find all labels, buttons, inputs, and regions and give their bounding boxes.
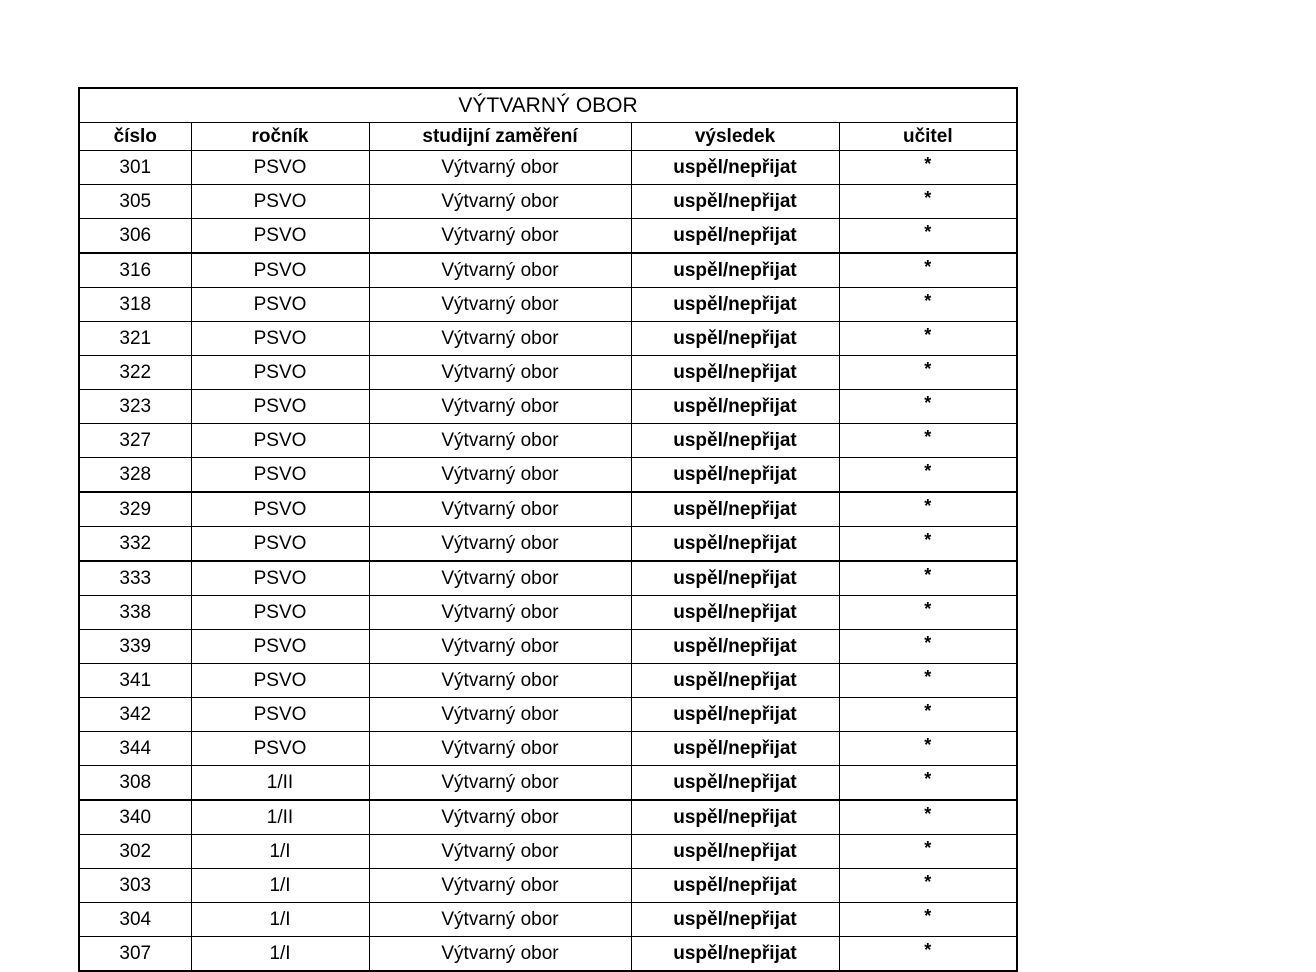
cell-vysledek: uspěl/nepřijat (631, 288, 839, 322)
cell-zamereni: Výtvarný obor (369, 322, 631, 356)
cell-zamereni: Výtvarný obor (369, 596, 631, 630)
cell-cislo: 327 (79, 424, 191, 458)
cell-ucitel: * (839, 664, 1017, 698)
cell-cislo: 306 (79, 219, 191, 254)
cell-zamereni: Výtvarný obor (369, 903, 631, 937)
table-row (79, 322, 1017, 356)
cell-ucitel: * (839, 219, 1017, 254)
cell-vysledek: uspěl/nepřijat (631, 630, 839, 664)
cell-ucitel: * (839, 185, 1017, 219)
cell-ucitel: * (839, 732, 1017, 766)
cell-zamereni: Výtvarný obor (369, 664, 631, 698)
cell-ucitel: * (839, 527, 1017, 562)
cell-ucitel: * (839, 288, 1017, 322)
cell-zamereni: Výtvarný obor (369, 219, 631, 254)
cell-cislo: 323 (79, 390, 191, 424)
cell-cislo: 329 (79, 492, 191, 527)
cell-zamereni: Výtvarný obor (369, 698, 631, 732)
cell-vysledek: uspěl/nepřijat (631, 869, 839, 903)
cell-ucitel: * (839, 151, 1017, 185)
cell-rocnik: PSVO (191, 288, 369, 322)
cell-ucitel: * (839, 835, 1017, 869)
cell-rocnik: 1/I (191, 835, 369, 869)
table-row (79, 596, 1017, 630)
cell-rocnik: PSVO (191, 424, 369, 458)
cell-vysledek: uspěl/nepřijat (631, 800, 839, 835)
cell-vysledek: uspěl/nepřijat (631, 219, 839, 254)
table-row (79, 869, 1017, 903)
table-row (79, 664, 1017, 698)
cell-cislo: 339 (79, 630, 191, 664)
cell-ucitel: * (839, 869, 1017, 903)
cell-rocnik: PSVO (191, 151, 369, 185)
cell-vysledek: uspěl/nepřijat (631, 527, 839, 562)
cell-zamereni: Výtvarný obor (369, 630, 631, 664)
cell-zamereni: Výtvarný obor (369, 185, 631, 219)
cell-vysledek: uspěl/nepřijat (631, 185, 839, 219)
cell-vysledek: uspěl/nepřijat (631, 664, 839, 698)
cell-rocnik: PSVO (191, 527, 369, 562)
cell-cislo: 322 (79, 356, 191, 390)
cell-ucitel: * (839, 390, 1017, 424)
cell-zamereni: Výtvarný obor (369, 424, 631, 458)
cell-rocnik: 1/II (191, 800, 369, 835)
cell-zamereni: Výtvarný obor (369, 151, 631, 185)
header-rocnik: ročník (191, 123, 369, 151)
cell-vysledek: uspěl/nepřijat (631, 596, 839, 630)
cell-zamereni: Výtvarný obor (369, 390, 631, 424)
cell-ucitel: * (839, 253, 1017, 288)
cell-ucitel: * (839, 766, 1017, 801)
cell-rocnik: PSVO (191, 390, 369, 424)
cell-ucitel: * (839, 561, 1017, 596)
cell-ucitel: * (839, 937, 1017, 972)
cell-zamereni: Výtvarný obor (369, 458, 631, 493)
cell-vysledek: uspěl/nepřijat (631, 253, 839, 288)
cell-cislo: 341 (79, 664, 191, 698)
cell-vysledek: uspěl/nepřijat (631, 390, 839, 424)
cell-cislo: 321 (79, 322, 191, 356)
table-row (79, 766, 1017, 801)
cell-rocnik: PSVO (191, 630, 369, 664)
cell-rocnik: PSVO (191, 322, 369, 356)
cell-ucitel: * (839, 903, 1017, 937)
cell-ucitel: * (839, 698, 1017, 732)
cell-zamereni: Výtvarný obor (369, 766, 631, 801)
cell-rocnik: PSVO (191, 561, 369, 596)
cell-rocnik: PSVO (191, 185, 369, 219)
table-row (79, 800, 1017, 835)
cell-vysledek: uspěl/nepřijat (631, 458, 839, 493)
cell-vysledek: uspěl/nepřijat (631, 937, 839, 972)
cell-rocnik: PSVO (191, 664, 369, 698)
table-row (79, 424, 1017, 458)
cell-rocnik: PSVO (191, 596, 369, 630)
cell-vysledek: uspěl/nepřijat (631, 322, 839, 356)
table-row (79, 732, 1017, 766)
cell-cislo: 308 (79, 766, 191, 801)
cell-ucitel: * (839, 424, 1017, 458)
cell-zamereni: Výtvarný obor (369, 732, 631, 766)
cell-zamereni: Výtvarný obor (369, 561, 631, 596)
table-row (79, 903, 1017, 937)
table-row (79, 356, 1017, 390)
table-row (79, 492, 1017, 527)
table-row (79, 253, 1017, 288)
cell-zamereni: Výtvarný obor (369, 253, 631, 288)
cell-rocnik: PSVO (191, 253, 369, 288)
cell-zamereni: Výtvarný obor (369, 835, 631, 869)
cell-cislo: 340 (79, 800, 191, 835)
cell-vysledek: uspěl/nepřijat (631, 151, 839, 185)
cell-rocnik: 1/II (191, 766, 369, 801)
table-row (79, 458, 1017, 493)
cell-cislo: 303 (79, 869, 191, 903)
cell-zamereni: Výtvarný obor (369, 288, 631, 322)
header-vysledek: výsledek (631, 123, 839, 151)
cell-ucitel: * (839, 356, 1017, 390)
cell-rocnik: PSVO (191, 492, 369, 527)
cell-rocnik: PSVO (191, 732, 369, 766)
cell-zamereni: Výtvarný obor (369, 869, 631, 903)
cell-rocnik: PSVO (191, 356, 369, 390)
cell-rocnik: 1/I (191, 903, 369, 937)
cell-ucitel: * (839, 322, 1017, 356)
table-row (79, 937, 1017, 972)
cell-cislo: 301 (79, 151, 191, 185)
table-body (79, 151, 1017, 972)
cell-rocnik: PSVO (191, 698, 369, 732)
table-row (79, 630, 1017, 664)
cell-zamereni: Výtvarný obor (369, 356, 631, 390)
cell-vysledek: uspěl/nepřijat (631, 492, 839, 527)
cell-vysledek: uspěl/nepřijat (631, 766, 839, 801)
cell-cislo: 333 (79, 561, 191, 596)
cell-cislo: 338 (79, 596, 191, 630)
table-title: VÝTVARNÝ OBOR (79, 88, 1017, 123)
cell-vysledek: uspěl/nepřijat (631, 835, 839, 869)
cell-vysledek: uspěl/nepřijat (631, 903, 839, 937)
table-row (79, 390, 1017, 424)
cell-cislo: 316 (79, 253, 191, 288)
cell-cislo: 332 (79, 527, 191, 562)
table-row (79, 185, 1017, 219)
cell-rocnik: 1/I (191, 869, 369, 903)
table-row (79, 219, 1017, 254)
cell-zamereni: Výtvarný obor (369, 937, 631, 972)
table-row (79, 151, 1017, 185)
cell-vysledek: uspěl/nepřijat (631, 732, 839, 766)
cell-ucitel: * (839, 596, 1017, 630)
table-row (79, 561, 1017, 596)
cell-ucitel: * (839, 492, 1017, 527)
table-row (79, 527, 1017, 562)
cell-cislo: 344 (79, 732, 191, 766)
table-row (79, 288, 1017, 322)
cell-cislo: 305 (79, 185, 191, 219)
cell-cislo: 304 (79, 903, 191, 937)
header-ucitel: učitel (839, 123, 1017, 151)
cell-ucitel: * (839, 630, 1017, 664)
header-cislo: číslo (79, 123, 191, 151)
cell-ucitel: * (839, 800, 1017, 835)
cell-vysledek: uspěl/nepřijat (631, 424, 839, 458)
cell-vysledek: uspěl/nepřijat (631, 356, 839, 390)
cell-rocnik: 1/I (191, 937, 369, 972)
cell-cislo: 302 (79, 835, 191, 869)
cell-vysledek: uspěl/nepřijat (631, 698, 839, 732)
cell-cislo: 328 (79, 458, 191, 493)
cell-zamereni: Výtvarný obor (369, 527, 631, 562)
table-row (79, 698, 1017, 732)
cell-zamereni: Výtvarný obor (369, 800, 631, 835)
cell-cislo: 307 (79, 937, 191, 972)
header-studijni-zamereni: studijní zaměření (369, 123, 631, 151)
cell-rocnik: PSVO (191, 458, 369, 493)
cell-zamereni: Výtvarný obor (369, 492, 631, 527)
results-table (78, 87, 1018, 972)
cell-cislo: 318 (79, 288, 191, 322)
cell-cislo: 342 (79, 698, 191, 732)
cell-rocnik: PSVO (191, 219, 369, 254)
table-row (79, 835, 1017, 869)
cell-vysledek: uspěl/nepřijat (631, 561, 839, 596)
cell-ucitel: * (839, 458, 1017, 493)
